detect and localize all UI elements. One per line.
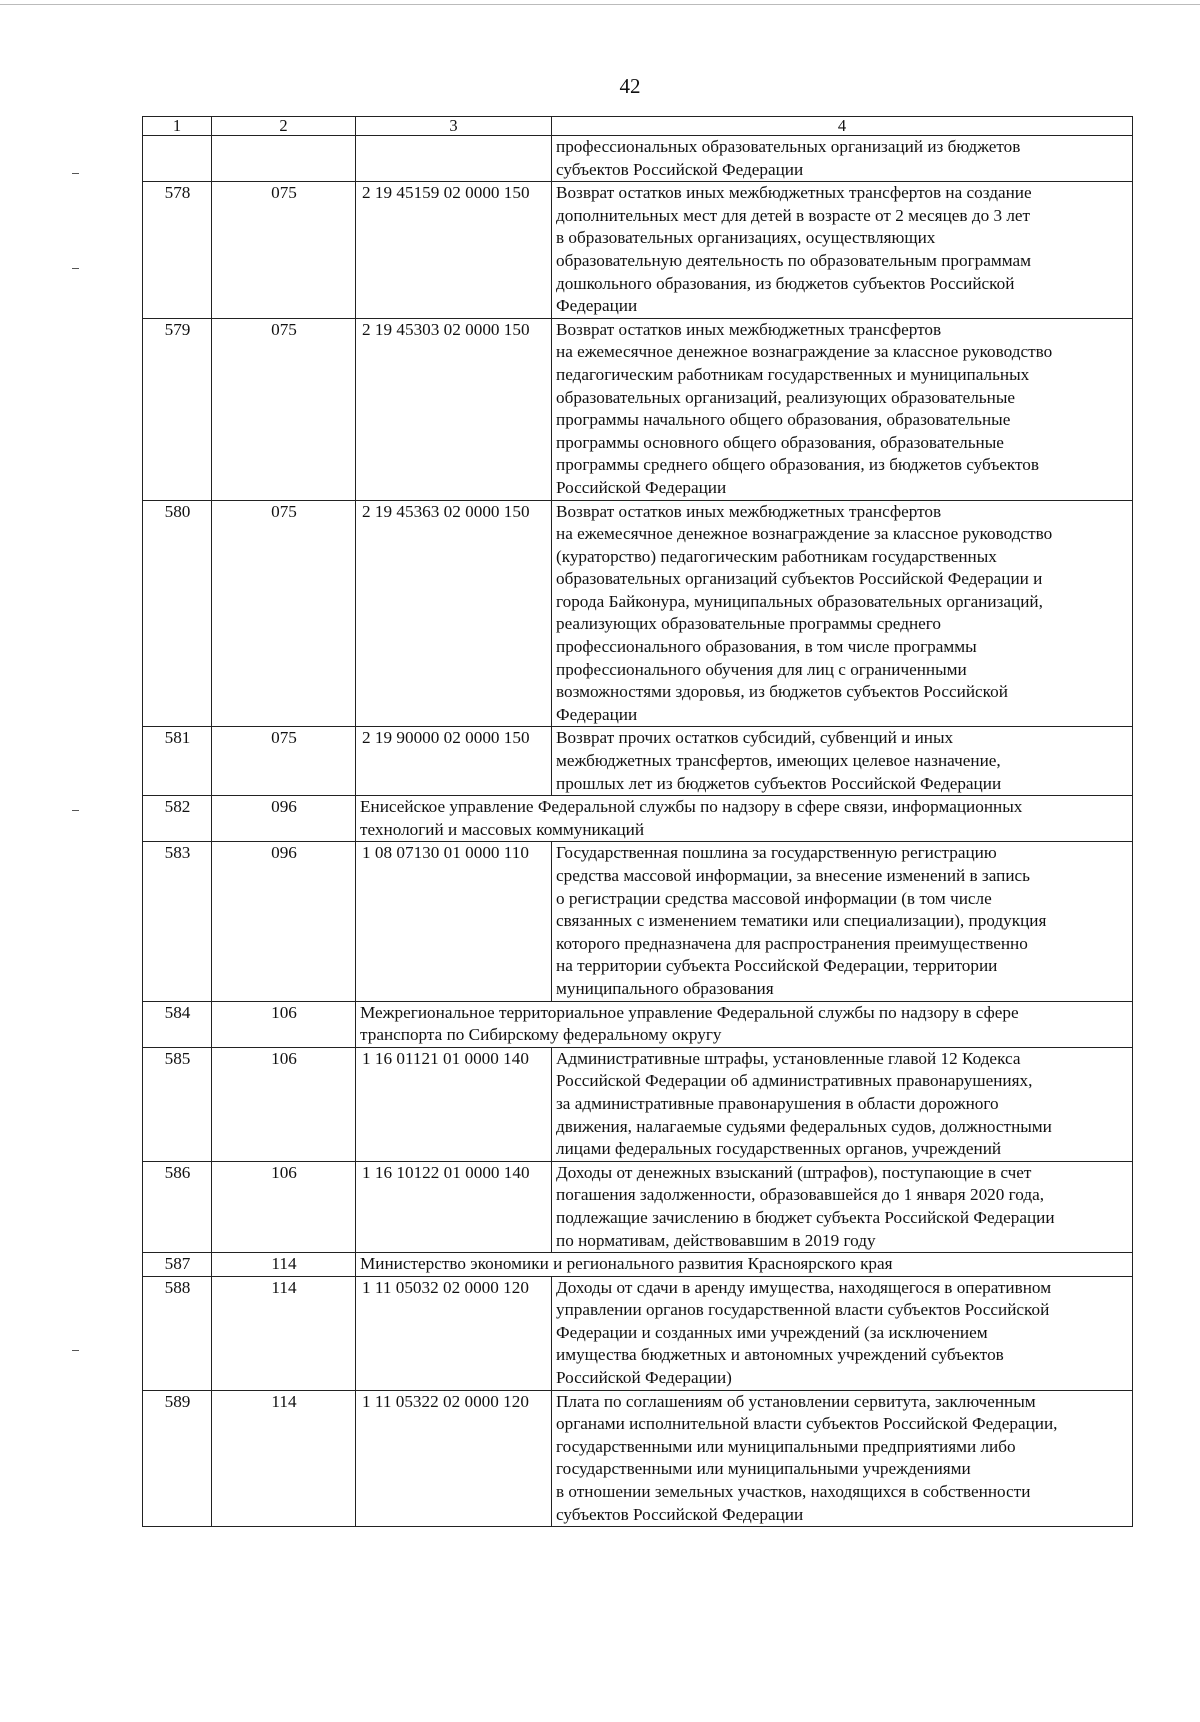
- column-header: 4: [552, 117, 1133, 136]
- row-number: 589: [143, 1390, 212, 1527]
- budget-classification-code: 1 11 05322 02 0000 120: [356, 1390, 552, 1527]
- budget-classification-code: 1 11 05032 02 0000 120: [356, 1276, 552, 1390]
- admin-code: 075: [212, 318, 356, 500]
- row-number: 584: [143, 1001, 212, 1047]
- table-row: [143, 727, 1133, 796]
- top-scan-rule: [0, 4, 1200, 5]
- budget-codes-table: [142, 116, 1133, 1527]
- row-number: 579: [143, 318, 212, 500]
- margin-mark: [72, 1350, 79, 1351]
- budget-classification-code: 2 19 90000 02 0000 150: [356, 727, 552, 796]
- income-description: Административные штрафы, установленные главой 12 Кодекса Российской Федерации об административных правонарушениях, за административные правонарушения в области дорожного движения, налагаемые судьями федеральных судов, должностными лицами федеральных государственных органов, учреждений: [552, 1047, 1133, 1161]
- admin-code: 096: [212, 842, 356, 1001]
- table-row: [143, 796, 1133, 842]
- table-row: [143, 500, 1133, 727]
- margin-mark: [72, 268, 79, 269]
- income-description: Доходы от сдачи в аренду имущества, находящегося в оперативном управлении органов государственной власти субъектов Российской Федерации и созданных ими учреждений (за исключением имущества бюджетных и автономных учреждений субъектов Российской Федерации): [552, 1276, 1133, 1390]
- income-description: Возврат остатков иных межбюджетных трансфертов на ежемесячное денежное вознаграждение за классное руководство (кураторство) педагогическим работникам государственных образовательных организаций субъектов Российской Федерации и города Байконура, муниципальных образовательных организаций, реализующих образовательные программы среднего профессионального образования, в том числе программы профессионального обучения для лиц с ограниченными возможностями здоровья, из бюджетов субъектов Российской Федерации: [552, 500, 1133, 727]
- margin-mark: [72, 810, 79, 811]
- row-number: 587: [143, 1253, 212, 1277]
- budget-classification-code: [356, 136, 552, 182]
- admin-code: 114: [212, 1390, 356, 1527]
- admin-code: 106: [212, 1001, 356, 1047]
- column-header: 2: [212, 117, 356, 136]
- budget-classification-code: 2 19 45303 02 0000 150: [356, 318, 552, 500]
- table-row: [143, 1161, 1133, 1252]
- table-row: [143, 318, 1133, 500]
- table-row: [143, 182, 1133, 319]
- administrator-name: Министерство экономики и регионального развития Красноярского края: [356, 1253, 1133, 1277]
- table-row: [143, 1390, 1133, 1527]
- table-row: [143, 1001, 1133, 1047]
- table-row: [143, 842, 1133, 1001]
- income-description: Возврат прочих остатков субсидий, субвенций и иных межбюджетных трансфертов, имеющих целевое назначение, прошлых лет из бюджетов субъектов Российской Федерации: [552, 727, 1133, 796]
- income-description: Возврат остатков иных межбюджетных трансфертов на создание дополнительных мест для детей в возрасте от 2 месяцев до 3 лет в образовательных организациях, осуществляющих образовательную деятельность по образовательным программам дошкольного образования, из бюджетов субъектов Российской Федерации: [552, 182, 1133, 319]
- row-number: 580: [143, 500, 212, 727]
- table-row: [143, 1276, 1133, 1390]
- table-row: [143, 1253, 1133, 1277]
- admin-code: 114: [212, 1253, 356, 1277]
- admin-code: 075: [212, 182, 356, 319]
- row-number: [143, 136, 212, 182]
- income-description: Плата по соглашениям об установлении сервитута, заключенным органами исполнительной власти субъектов Российской Федерации, государственными или муниципальными предприятиями либо государственными или муниципальными учреждениями в отношении земельных участков, находящихся в собственности субъектов Российской Федерации: [552, 1390, 1133, 1527]
- budget-classification-code: 2 19 45363 02 0000 150: [356, 500, 552, 727]
- income-description: Доходы от денежных взысканий (штрафов), поступающие в счет погашения задолженности, образовавшейся до 1 января 2020 года, подлежащие зачислению в бюджет субъекта Российской Федерации по нормативам, действовавшим в 2019 году: [552, 1161, 1133, 1252]
- table-header-row: [143, 117, 1133, 136]
- table-row: [143, 1047, 1133, 1161]
- admin-code: 106: [212, 1047, 356, 1161]
- income-description: профессиональных образовательных организаций из бюджетов субъектов Российской Федерации: [552, 136, 1133, 182]
- budget-classification-code: 2 19 45159 02 0000 150: [356, 182, 552, 319]
- column-header: 3: [356, 117, 552, 136]
- administrator-name: Енисейское управление Федеральной службы по надзору в сфере связи, информационных технологий и массовых коммуникаций: [356, 796, 1133, 842]
- admin-code: 075: [212, 500, 356, 727]
- admin-code: 114: [212, 1276, 356, 1390]
- margin-mark: [72, 173, 79, 174]
- budget-classification-code: 1 08 07130 01 0000 110: [356, 842, 552, 1001]
- row-number: 581: [143, 727, 212, 796]
- admin-code: 096: [212, 796, 356, 842]
- administrator-name: Межрегиональное территориальное управление Федеральной службы по надзору в сфере транспорта по Сибирскому федеральному округу: [356, 1001, 1133, 1047]
- income-description: Государственная пошлина за государственную регистрацию средства массовой информации, за внесение изменений в запись о регистрации средства массовой информации (в том числе связанных с изменением тематики или специализации), продукция которого предназначена для распространения преимущественно на территории субъекта Российской Федерации, территории муниципального образования: [552, 842, 1133, 1001]
- admin-code: 106: [212, 1161, 356, 1252]
- admin-code: [212, 136, 356, 182]
- income-description: Возврат остатков иных межбюджетных трансфертов на ежемесячное денежное вознаграждение за классное руководство педагогическим работникам государственных и муниципальных образовательных организаций, реализующих образовательные программы начального общего образования, образовательные программы основного общего образования, образовательные программы среднего общего образования, из бюджетов субъектов Российской Федерации: [552, 318, 1133, 500]
- row-number: 582: [143, 796, 212, 842]
- table-row: [143, 136, 1133, 182]
- row-number: 588: [143, 1276, 212, 1390]
- page-number: 42: [619, 74, 641, 98]
- row-number: 586: [143, 1161, 212, 1252]
- budget-classification-code: 1 16 01121 01 0000 140: [356, 1047, 552, 1161]
- row-number: 585: [143, 1047, 212, 1161]
- admin-code: 075: [212, 727, 356, 796]
- column-header: 1: [143, 117, 212, 136]
- budget-classification-code: 1 16 10122 01 0000 140: [356, 1161, 552, 1252]
- row-number: 583: [143, 842, 212, 1001]
- row-number: 578: [143, 182, 212, 319]
